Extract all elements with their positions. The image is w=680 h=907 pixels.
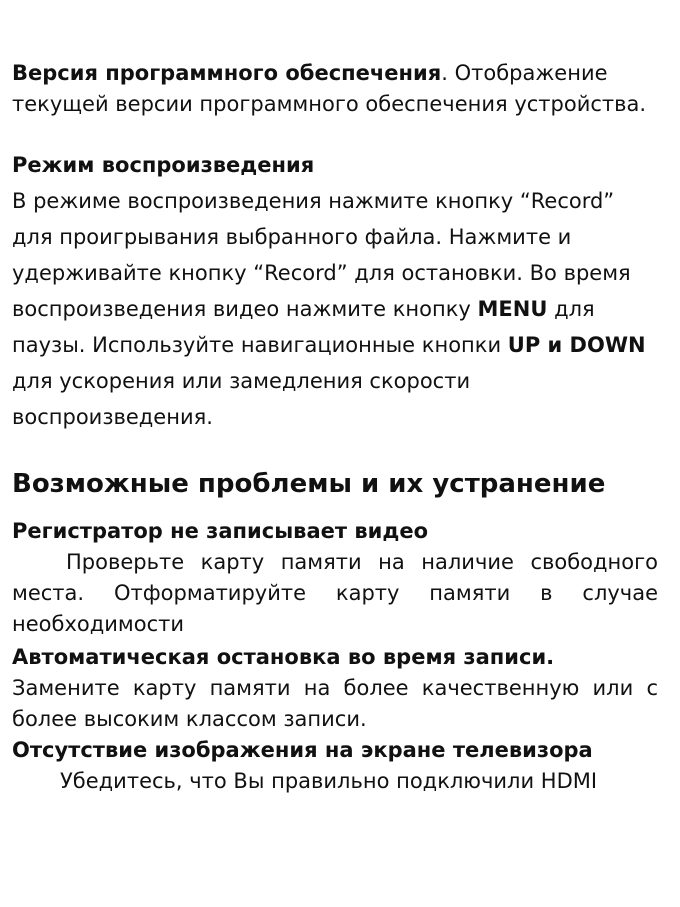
troubleshooting-title: Возможные проблемы и их устранение <box>12 469 606 499</box>
playback-mode-paragraph <box>12 183 658 435</box>
playback-text-2: для паузы. Используйте навигационные кнопки <box>12 297 595 357</box>
nav-keys-label: UP и DOWN <box>507 333 646 357</box>
problem-heading-auto-stop: Автоматическая остановка во время записи. <box>12 645 555 669</box>
firmware-version-paragraph <box>12 58 658 120</box>
playback-text-3: для ускорения или замедления скорости воспроизведения. <box>12 369 471 429</box>
solution-no-tv-image: Убедитесь, что Вы правильно подключили HDMI <box>60 769 598 793</box>
solution-no-recording: Проверьте карту памяти на наличие свободного места. Отформатируйте карту памяти в случае необходимости <box>12 550 658 636</box>
playback-text-1: В режиме воспроизведения нажмите кнопку “Record” для проигрывания выбранного файла. Нажмите и удерживайте кнопку “Record” для остановки. Во время воспроизведения видео нажмите кнопку <box>12 189 631 321</box>
playback-mode-heading: Режим воспроизведения <box>12 153 315 177</box>
firmware-version-description: . Отображение текущей версии программного обеспечения устройства. <box>12 61 647 116</box>
menu-key-label: MENU <box>477 297 548 321</box>
firmware-version-term: Версия программного обеспечения <box>12 61 442 85</box>
solution-auto-stop: Замените карту памяти на более качественную или с более высоким классом записи. <box>12 676 658 731</box>
problem-heading-no-recording: Регистратор не записывает видео <box>12 519 429 543</box>
problem-heading-no-tv-image: Отсутствие изображения на экране телевизора <box>12 738 593 762</box>
